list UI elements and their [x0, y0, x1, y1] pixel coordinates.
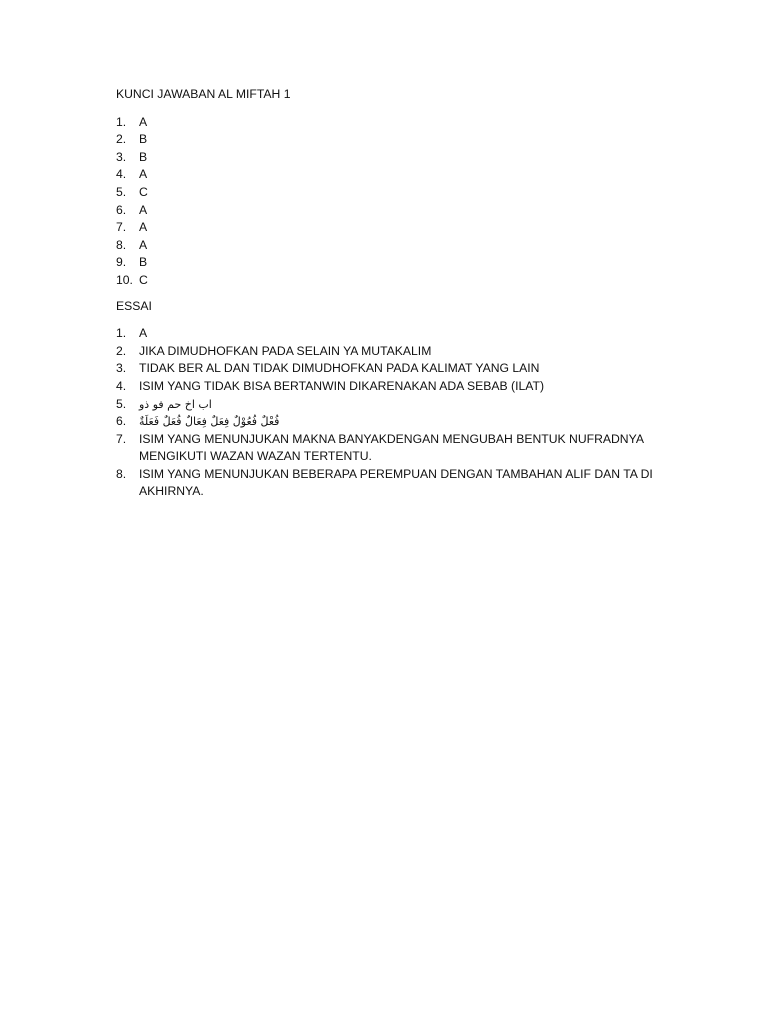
item-number: 4. [116, 167, 127, 182]
item-number: 8. [116, 237, 127, 252]
list-item [116, 166, 656, 184]
essay-list [116, 325, 656, 501]
essay-heading: ESSAI [116, 298, 152, 313]
list-item [116, 254, 656, 272]
list-item [116, 219, 656, 237]
item-number: 7. [116, 431, 127, 446]
item-number: 5. [116, 396, 127, 411]
item-answer-arabic: فُعْلٌ فُعُوْلٌ فِعَلٌ فِعَالٌ فُعَلٌ فَعَلَةٌ [139, 415, 280, 429]
item-answer: ISIM YANG TIDAK BISA BERTANWIN DIKARENAKAN ADA SEBAB (ILAT) [139, 378, 544, 393]
list-item [116, 184, 656, 202]
item-answer: A [139, 114, 148, 129]
list-item [116, 396, 656, 414]
list-item [116, 325, 656, 343]
list-item [116, 237, 656, 255]
list-item [116, 202, 656, 220]
item-answer: B [139, 149, 148, 164]
item-answer: JIKA DIMUDHOFKAN PADA SELAIN YA MUTAKALIM [139, 343, 432, 358]
list-item [116, 149, 656, 167]
item-number: 3. [116, 361, 127, 376]
item-answer: TIDAK BER AL DAN TIDAK DIMUDHOFKAN PADA KALIMAT YANG LAIN [139, 361, 540, 376]
item-number: 2. [116, 132, 127, 147]
item-number: 1. [116, 326, 127, 341]
item-answer: A [139, 167, 148, 182]
item-answer: A [139, 237, 148, 252]
list-item [116, 360, 656, 378]
item-number: 6. [116, 202, 127, 217]
item-answer: A [139, 326, 148, 341]
item-number: 7. [116, 220, 127, 235]
item-answer: ISIM YANG MENUNJUKAN BEBERAPA PEREMPUAN DENGAN TAMBAHAN ALIF DAN TA DI AKHIRNYA. [139, 466, 653, 499]
item-number: 9. [116, 255, 127, 270]
item-number: 2. [116, 343, 127, 358]
list-item [116, 378, 656, 396]
item-number: 8. [116, 466, 127, 481]
list-item [116, 114, 656, 132]
item-number: 10. [116, 272, 133, 287]
list-item [116, 466, 656, 501]
document-title: KUNCI JAWABAN AL MIFTAH 1 [116, 87, 291, 101]
item-answer: C [139, 184, 148, 199]
list-item [116, 431, 656, 466]
item-number: 6. [116, 414, 127, 429]
item-number: 5. [116, 184, 127, 199]
item-number: 4. [116, 378, 127, 393]
multiple-choice-list [116, 114, 656, 290]
item-answer: ISIM YANG MENUNJUKAN MAKNA BANYAKDENGAN MENGUBAH BENTUK NUFRADNYA MENGIKUTI WAZAN WAZAN TERTENTU. [139, 431, 644, 464]
item-answer: C [139, 272, 148, 287]
list-item [116, 413, 656, 431]
item-answer-arabic: اب اخ حم فو ذو [139, 397, 212, 411]
item-number: 1. [116, 114, 127, 129]
list-item [116, 131, 656, 149]
item-answer: A [139, 202, 148, 217]
item-answer: A [139, 220, 148, 235]
list-item [116, 272, 656, 290]
document-page [116, 86, 656, 501]
item-answer: B [139, 132, 148, 147]
item-number: 3. [116, 149, 127, 164]
list-item [116, 343, 656, 361]
item-answer: B [139, 255, 148, 270]
